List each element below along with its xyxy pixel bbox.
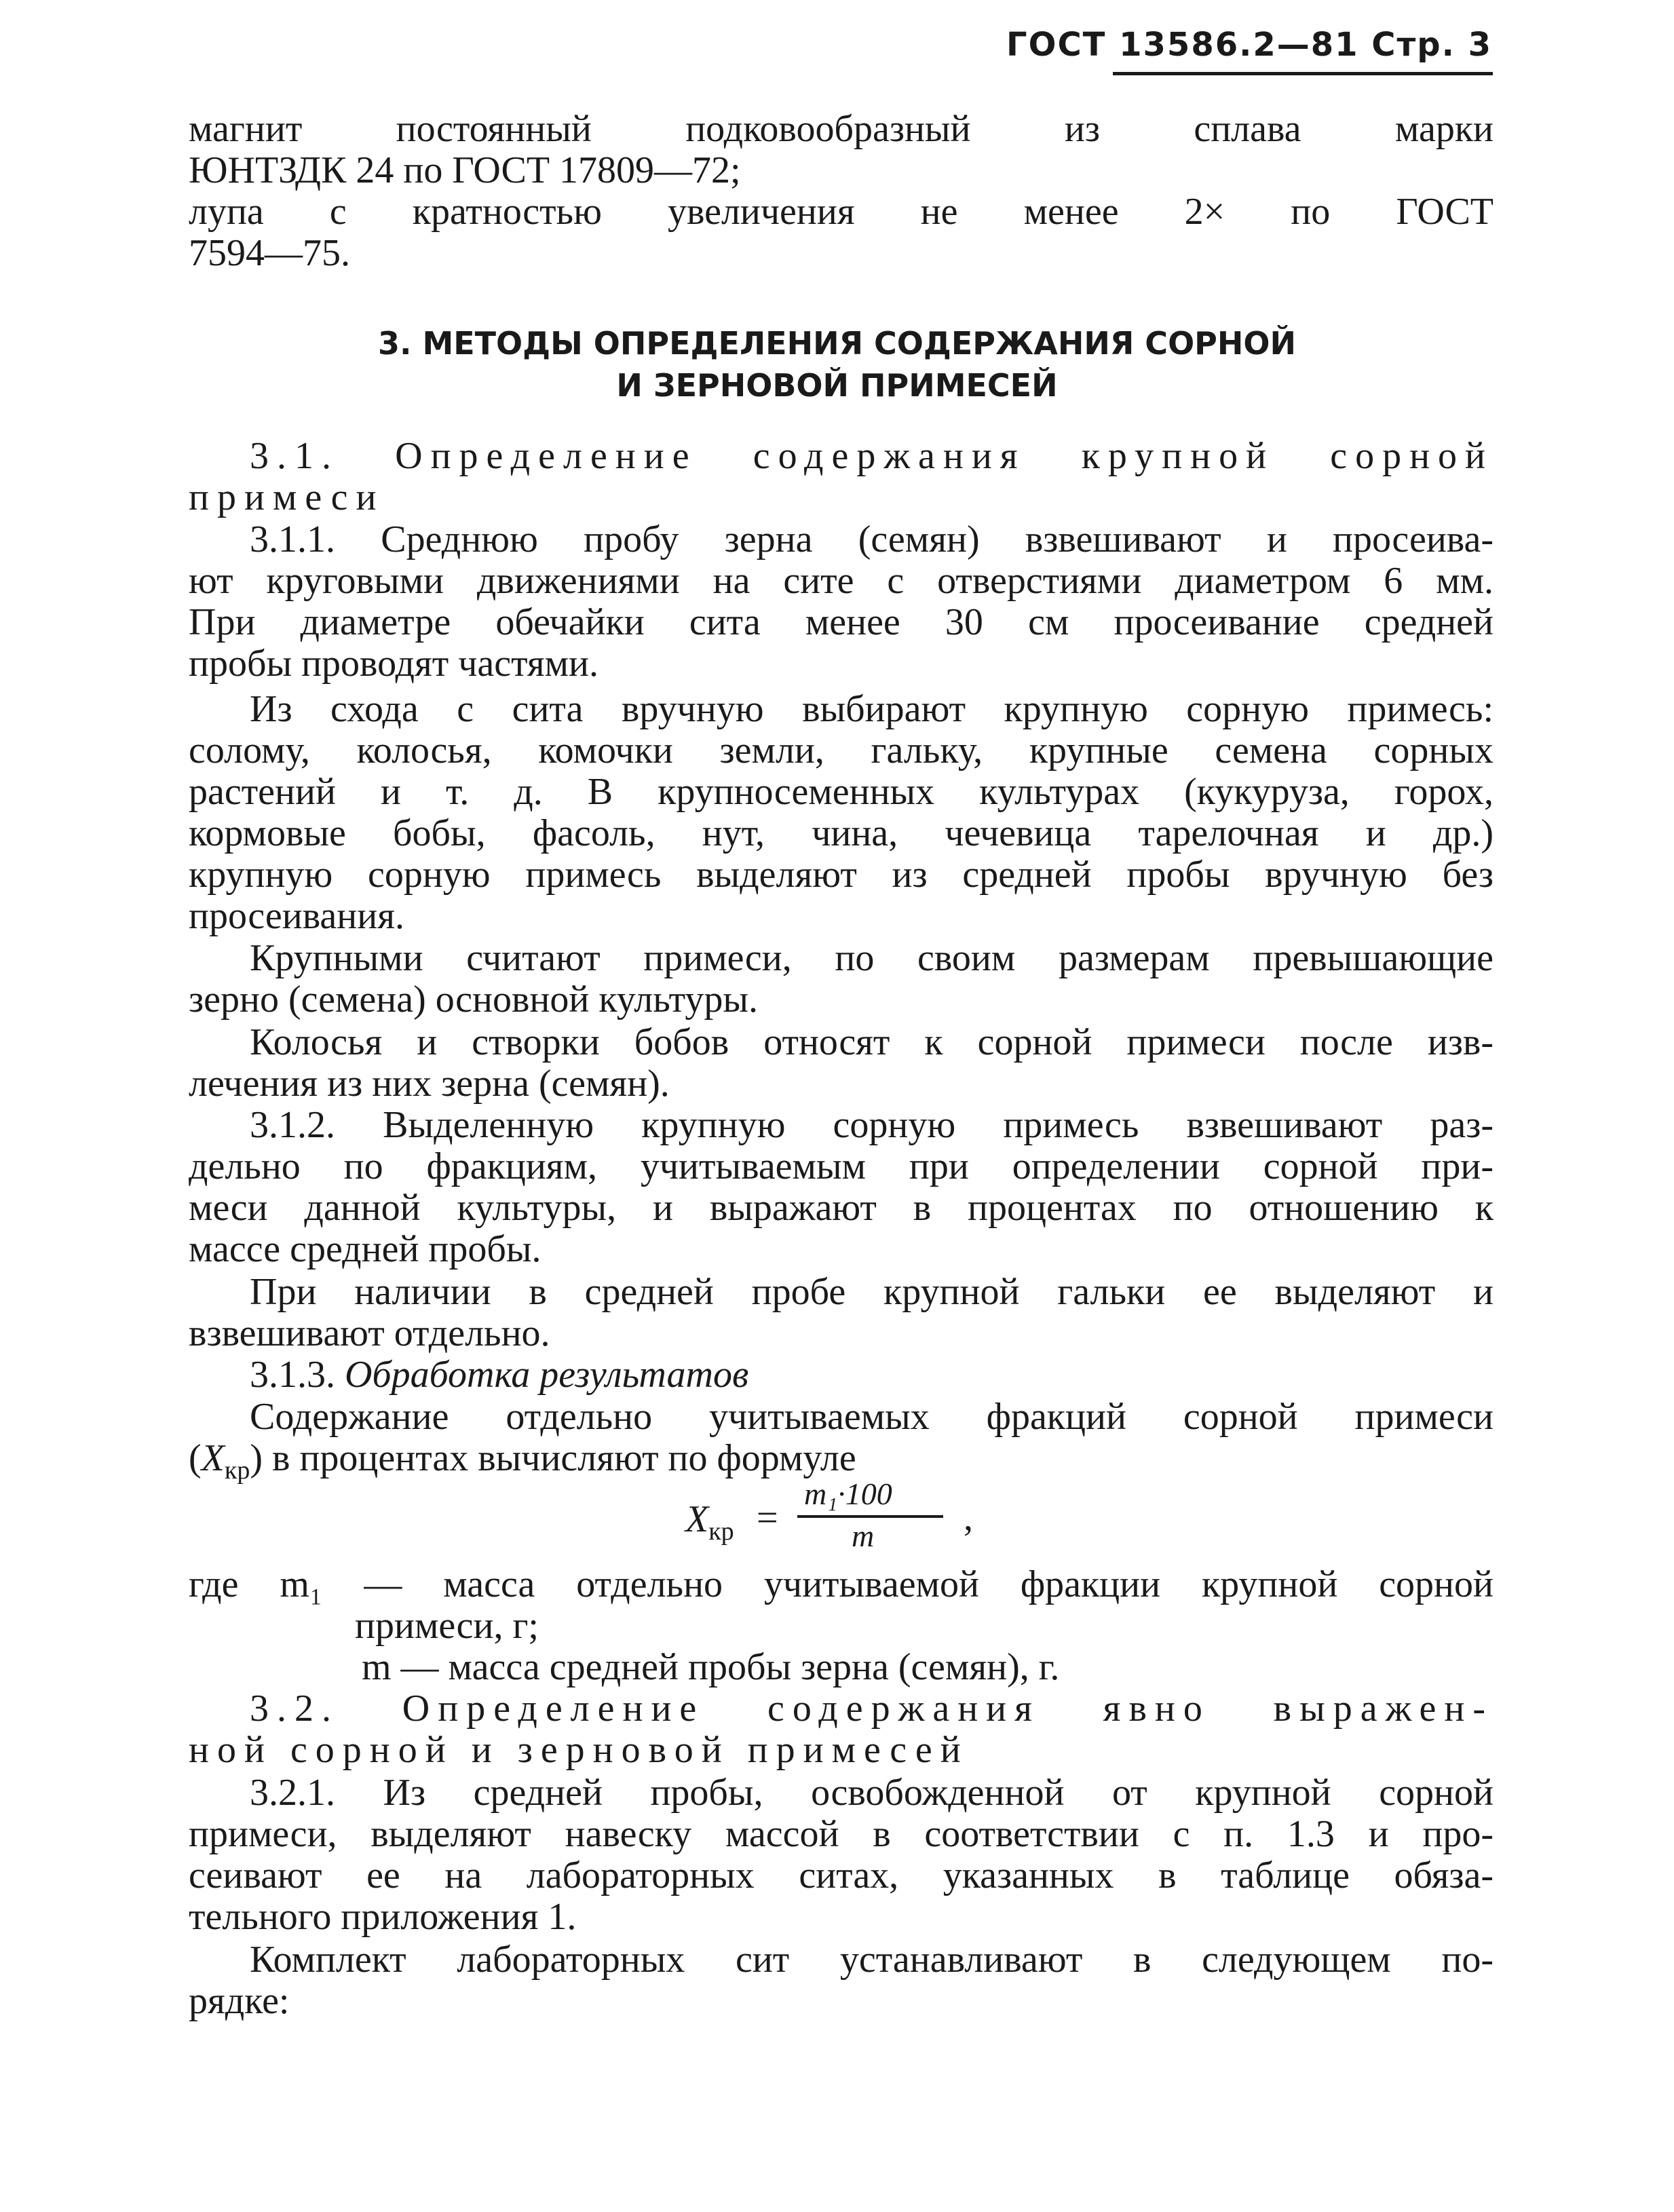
section-title-line: И ЗЕРНОВОЙ ПРИМЕСЕЙ [616,367,1058,404]
text-line: ют круговыми движениями на сите с отверстиями диаметром 6 мм. [189,560,1494,602]
text-line: 3.2.1. Из средней пробы, освобожденной от крупной сорной [250,1772,1494,1814]
text-line: примеси, выделяют навеску массой в соответствии с п. 1.3 и про- [189,1813,1494,1855]
text-line: взвешивают отдельно. [189,1312,550,1354]
text-line: лечения из них зерна (семян). [189,1063,670,1105]
formula-numerator: m₁·100 [804,1476,892,1511]
formula-legend [189,1564,1494,1688]
formula-equals: = [757,1497,778,1539]
paragraph-3-1-1-d [189,1022,1494,1105]
text-line: При наличии в средней пробе крупной гальки ее выделяют и [250,1271,1494,1313]
clause-number: 3.1.3. [250,1354,335,1396]
formula [685,1476,1025,1557]
paragraph-3-1-2-b [189,1272,1494,1354]
text-line: Колосья и створки бобов относят к сорной примеси после изв- [250,1021,1494,1063]
text-line: примеси, г; [355,1605,539,1647]
text-line: где m₁ — масса отдельно учитываемой фракции крупной сорной [189,1563,1494,1605]
text-line: лупа с кратностью увеличения не менее 2× по ГОСТ [189,191,1494,233]
paragraph-3-2-1 [189,1772,1494,1938]
paragraph-3-1-3-heading [189,1354,1494,1396]
paragraph-3-1-1-b [189,689,1494,937]
text-fragment: в процентах вычисляют по формуле [272,1437,856,1479]
text-line: Из схода с сита вручную выбирают крупную сорную примесь: [250,688,1494,730]
text-line: 3.1.2. Выделенную крупную сорную примесь взвешивают раз- [250,1104,1494,1146]
text-line: растений и т. д. В крупносеменных культурах (кукуруза, горох, [189,771,1494,813]
text-line: $(X_{кр})$ в процентах вычисляют по формуле [189,1437,856,1485]
paragraph-3-1-1 [189,519,1494,685]
text-line: меси данной культуры, и выражают в процентах по отношению к [189,1187,1494,1229]
text-line: m — масса средней пробы зерна (семян), г. [362,1646,1060,1688]
text-line: кормовые бобы, фасоль, нут, чина, чечевица тарелочная и др.) [189,812,1494,854]
formula-lhs [685,1498,734,1546]
text-line: пробы проводят частями. [189,643,598,685]
text-line: 7594—75. [189,232,350,274]
subsection-3-2 [189,1688,1494,1771]
text-line: 3.2. Определение содержания явно выражен- [250,1687,1494,1730]
paragraph-3-1-2 [189,1105,1494,1270]
formula-denominator: m [852,1519,875,1553]
paragraph-3-2-1-b [189,1939,1494,2022]
paragraph-3-1-1-c [189,938,1494,1021]
text-line: 3.1.1. Среднюю пробу зерна (семян) взвешивают и просеива- [250,518,1494,560]
text-line: Комплект лабораторных сит устанавливают в следующем по- [250,1939,1494,1981]
formula-sub-inline: кр [224,1456,250,1485]
page-header: ГОСТ 13586.2—81 Стр. 3 [1006,26,1492,64]
text-line: Крупными считают примеси, по своим размерам превышающие [250,937,1494,979]
formula-comma: , [964,1497,973,1539]
text-line: Содержание отдельно учитываемых фракций сорной примеси [250,1396,1494,1438]
text-line: зерно (семена) основной культуры. [189,978,759,1021]
text-line: ной сорной и зерновой примесей [189,1729,969,1771]
text-line: При диаметре обечайки сита менее 30 см просеивание средней [189,601,1494,643]
section-title [0,322,1674,406]
text-line: сеивают ее на лабораторных ситах, указанных в таблице обяза- [189,1854,1494,1896]
intro-block [189,109,1494,274]
header-rule [1113,72,1493,75]
text-line: крупную сорную примесь выделяют из средней пробы вручную без [189,854,1494,896]
section-title-line: 3. МЕТОДЫ ОПРЕДЕЛЕНИЯ СОДЕРЖАНИЯ СОРНОЙ [377,325,1296,362]
formula-var: X [685,1498,709,1540]
formula-var-inline: X [201,1437,225,1479]
formula-subscript: кр [708,1517,734,1546]
text-line: массе средней пробы. [189,1228,541,1270]
text-line: солому, колосья, комочки земли, гальку, крупные семена сорных [189,729,1494,771]
text-line: рядке: [189,1980,290,2022]
text-line: тельного приложения 1. [189,1896,577,1938]
text-line: дельно по фракциям, учитываемым при определении сорной при- [189,1145,1494,1187]
text-line: просеивания. [189,895,404,937]
text-line: магнит постоянный подковообразный из сплава марки [189,108,1494,150]
text-line: ЮНТЗДК 24 по ГОСТ 17809—72; [189,149,741,191]
subsection-3-1 [189,436,1494,518]
text-line [189,1354,1494,1396]
clause-title: Обработка результатов [345,1354,749,1396]
text-line: примеси [189,476,385,518]
text-line: 3.1. Определение содержания крупной сорной [250,435,1494,477]
